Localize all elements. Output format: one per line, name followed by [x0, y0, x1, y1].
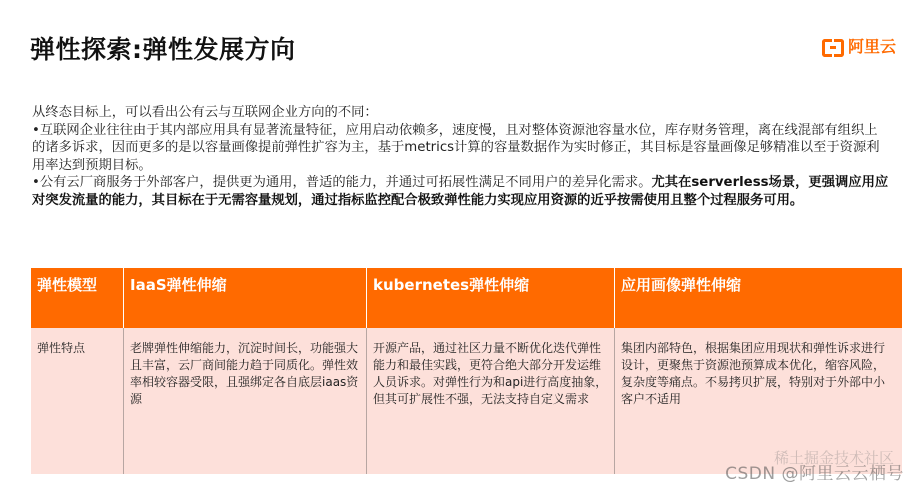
header-model: 弹性模型 [31, 268, 124, 328]
aliyun-logo-icon [822, 39, 844, 53]
header-kubernetes: kubernetes弹性伸缩 [367, 268, 615, 328]
bullet-public-cloud-normal: •公有云厂商服务于外部客户，提供更为通用，普适的能力，并通过可拓展性满足不同用户的差异化需求。 [32, 175, 652, 191]
cell-kubernetes: 开源产品，通过社区力量不断优化迭代弹性能力和最佳实践，更符合绝大部分开发运维人员诉求。对弹性行为和api进行高度抽象，但其可扩展性不强，无法支持自定义需求 [367, 328, 615, 474]
intro-text [32, 104, 890, 210]
cell-app-profile: 集团内部特色，根据集团应用现状和弹性诉求进行设计，更聚焦于资源池预算成本优化，缩容风险，复杂度等痛点。不易拷贝扩展，特别对于外部中小客户不适用 [615, 328, 903, 474]
header-iaas: IaaS弹性伸缩 [124, 268, 367, 328]
bullet-public-cloud-bold: 尤其在serverless场景，更强调应用应对突发流量的能力，其目标在于无需容量规划，通过指标监控配合极致弹性能力实现应用资源的近乎按需使用且整个过程服务可用。 [32, 175, 889, 208]
cell-iaas: 老牌弹性伸缩能力，沉淀时间长，功能强大且丰富，云厂商间能力趋于同质化。弹性效率相较容器受限，且强绑定各自底层iaas资源 [124, 328, 367, 474]
watermark-juejin: 稀土掘金技术社区 [773, 449, 894, 467]
logo-text: 阿里云 [847, 37, 896, 56]
watermark-csdn: CSDN @阿里云云栖号 [725, 464, 904, 484]
cell-feature-label: 弹性特点 [31, 328, 124, 474]
bullet-public-cloud [32, 174, 890, 209]
aliyun-logo [822, 34, 896, 57]
bullet-internet: •互联网企业往往由于其内部应用具有显著流量特征，应用启动依赖多，速度慢，且对整体资源池容量水位，库存财务管理，离在线混部有组织上的诸多诉求，因而更多的是以容量画像提前弹性扩容为主，基于metrics计算的容量数据作为实时修正，其目标是容量画像足够精准以至于资源利用率达到预期目标。 [32, 122, 880, 173]
table-header-row [31, 268, 902, 328]
header-app-profile: 应用画像弹性伸缩 [615, 268, 903, 328]
elasticity-comparison-table [31, 268, 902, 474]
intro-line: 从终态目标上，可以看出公有云与互联网企业方向的不同： [32, 105, 378, 120]
table-row [31, 328, 902, 474]
page-title: 弹性探索:弹性发展方向 [30, 35, 296, 64]
